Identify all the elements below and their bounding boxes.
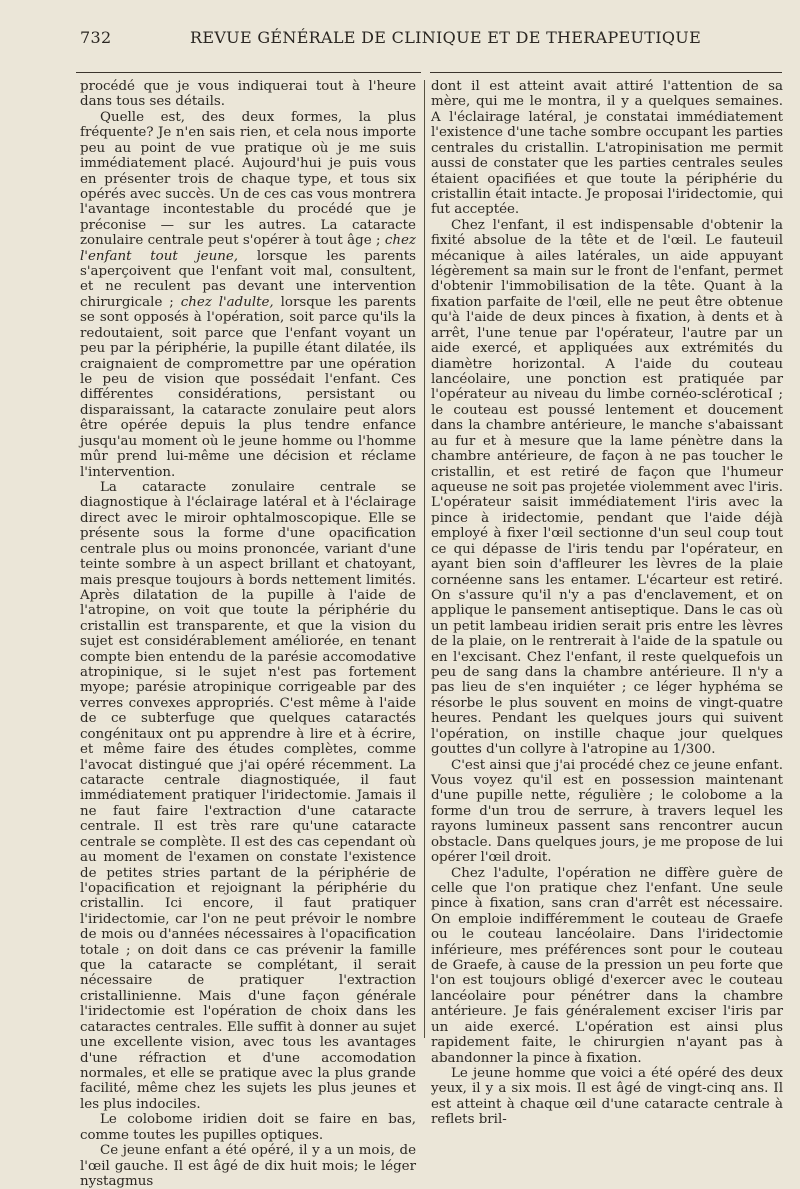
paragraph: Ce jeune enfant a été opéré, il y a un mois, de l'œil gauche. Il est âgé de dix huit mois; le léger nystagmus (80, 1143, 416, 1189)
header-rule-left (76, 72, 421, 73)
paragraph: Le colobome iridien doit se faire en bas, comme toutes les pupilles optiques. (80, 1112, 416, 1143)
header-rule-right (430, 72, 782, 73)
column-divider (424, 80, 425, 1038)
page-number: 732 (80, 28, 112, 47)
paragraph: Chez l'adulte, l'opération ne diffère guère de celle que l'on pratique chez l'enfant. Une seule pince à fixation, sans cran d'arrêt est nécessaire. On emploie indifféremment le couteau de Graefe ou le couteau lancéolaire. Dans l'iridectomie inférieure, mes préférences sont pour le couteau de Graefe, à cause de la pression un peu forte que l'on est toujours obligé d'exercer avec le couteau lancéolaire pour pénétrer dans la chambre antérieure. Je fais généralement exciser l'iris par un aide exercé. L'opération est ainsi plus rapidement faite, le chirurgien n'ayant pas à abandonner la pince à fixation. (431, 865, 783, 1066)
paragraph: Chez l'enfant, il est indispensable d'obtenir la fixité absolue de la tête et de l'œil. Le fauteuil mécanique à ailes latérales, un aide appuyant légèrement sa main sur le front de l'enfant, permet d'obtenir l'immobilisation de la tête. Quant à la fixation parfaite de l'œil, elle ne peut être obtenue qu'à l'aide de deux pinces à fixation, à dents et à arrêt, l'une tenue par l'opérateur, l'autre par un aide exercé, et appliquées aux extrémités du diamètre horizontal. A l'aide du couteau lancéolaire, une ponction est pratiquée par l'opérateur au niveau du limbe cornéo-scléroticaI ; le couteau est poussé lentement et doucement dans la chambre antérieure, le manche s'abaissant au fur et à mesure que la lame pénètre dans la chambre antérieure, de façon à ne pas toucher le cristallin, et est retiré de façon que l'humeur aqueuse ne soit pas projetée violemment avec l'iris. L'opérateur saisit immédiatement l'iris avec la pince à iridectomie, pendant que l'aide déjà employé à fixer l'œil sectionne d'un seul coup tout ce qui dépasse de l'iris tendu par l'opérateur, en ayant bien soin d'affleurer les lèvres de la plaie cornéenne sans les entamer. L'écarteur est retiré. On s'assure qu'il n'y a pas d'enclavement, et on applique le pansement antiseptique. Dans le cas où un petit lambeau iridien serait pris entre les lèvres de la plaie, on le rentrerait à l'aide de la spatule ou en l'excisant. Chez l'enfant, il reste quelquefois un peu de sang dans la chambre antérieure. Il n'y a pas lieu de s'en inquiéter ; ce léger hyphéma se résorbe le plus souvent en moins de vingt-quatre heures. Pendant les quelques jours qui suivent l'opération, on instille chaque jour quelques gouttes d'un collyre à l'atropine au 1/300. (431, 217, 783, 758)
journal-title: REVUE GÉNÉRALE DE CLINIQUE ET DE THERAPEUTIQUE (190, 28, 702, 47)
paragraph: Le jeune homme que voici a été opéré des deux yeux, il y a six mois. Il est âgé de vingt-cinq ans. Il est atteint à chaque œil d'une cataracte centrale à reflets bril- (431, 1066, 783, 1128)
paragraph: procédé que je vous indiquerai tout à l'heure dans tous ses détails. (80, 79, 416, 110)
paragraph: La cataracte zonulaire centrale se diagnostique à l'éclairage latéral et à l'éclairage direct avec le miroir ophtalmoscopique. Elle se présente sous la forme d'une opacification centrale plus ou moins prononcée, variant d'une teinte sombre à un aspect brillant et chatoyant, mais presque toujours à bords nettement limités. Après dilatation de la pupille à l'aide de l'atropine, on voit que toute la périphérie du cristallin est transparente, et que la vision du sujet est considérablement améliorée, en tenant compte bien entendu de la parésie accomodative atropinique, si le sujet n'est pas fortement myope; parésie atropinique corrigeable par des verres convexes appropriés. C'est même à l'aide de ce subterfuge que quelques cataractés congénitaux ont pu apprendre à lire et à écrire, et même faire des études complètes, comme l'avocat distingué que j'ai opéré récemment. La cataracte centrale diagnostiquée, il faut immédiatement pratiquer l'iridectomie. Jamais il ne faut faire l'extraction d'une cataracte centrale. Il est très rare qu'une cataracte centrale se complète. Il est des cas cependant où au moment de l'examen on constate l'existence de petites stries partant de la périphérie de l'opacification et rejoignant la périphérie du cristallin. Ici encore, il faut pratiquer l'iridectomie, car l'on ne peut prévoir le nombre de mois ou d'années nécessaires à l'opacification totale ; on doit dans ce cas prévenir la famille que la cataracte se complétant, il serait nécessaire de pratiquer l'extraction cristallinienne. Mais d'une façon générale l'iridectomie est l'opération de choix dans les cataractes centrales. Elle suffit à donner au sujet une excellente vision, avec tous les avantages d'une réfraction et d'une accomodation normales, et elle se pratique avec la plus grande facilité, même chez les sujets les plus jeunes et les plus indociles. (80, 479, 416, 1112)
paragraph: Quelle est, des deux formes, la plus fréquente? Je n'en sais rien, et cela nous importe peu au point de vue pratique où je me suis immédiatement placé. Aujourd'hui je puis vous en présenter trois de chaque type, et tous six opérés avec succès. Un de ces cas vous montrera l'avantage incontestable du procédé que je préconise — sur les autres. La cataracte zonulaire centrale peut s'opérer à tout âge ; chez l'enfant tout jeune, lorsque les parents s'aperçoivent que l'enfant voit mal, consultent, et ne reculent pas devant une intervention chirurgicale ; chez l'adulte, lorsque les parents se sont opposés à l'opération, soit parce qu'ils la redoutaient, soit parce que l'enfant voyant un peu par la périphérie, la pupille étant dilatée, ils craignaient de compromettre par une opération le peu de vision que possédait l'enfant. Ces différentes considérations, persistant ou disparaissant, la cataracte zonulaire peut alors être opérée depuis la plus tendre enfance jusqu'au moment où le jeune homme ou l'homme mûr prend lui-même une décision et réclame l'intervention. (80, 109, 416, 480)
right-column (431, 79, 783, 1128)
running-header (70, 28, 780, 50)
paragraph: dont il est atteint avait attiré l'attention de sa mère, qui me le montra, il y a quelques semaines. A l'éclairage latéral, je constatai immédiatement l'existence d'une tache sombre occupant les parties centrales du cristallin. L'atropinisation me permit aussi de constater que les parties centrales seules étaient opacifiées et que toute la périphérie du cristallin était intacte. Je proposai l'iridectomie, qui fut acceptée. (431, 79, 783, 218)
paragraph: C'est ainsi que j'ai procédé chez ce jeune enfant. Vous voyez qu'il est en possession maintenant d'une pupille nette, régulière ; le colobome a la forme d'un trou de serrure, à travers lequel les rayons lumineux passent sans rencontrer aucun obstacle. Dans quelques jours, je me propose de lui opérer l'œil droit. (431, 757, 783, 866)
left-column (80, 79, 416, 1189)
